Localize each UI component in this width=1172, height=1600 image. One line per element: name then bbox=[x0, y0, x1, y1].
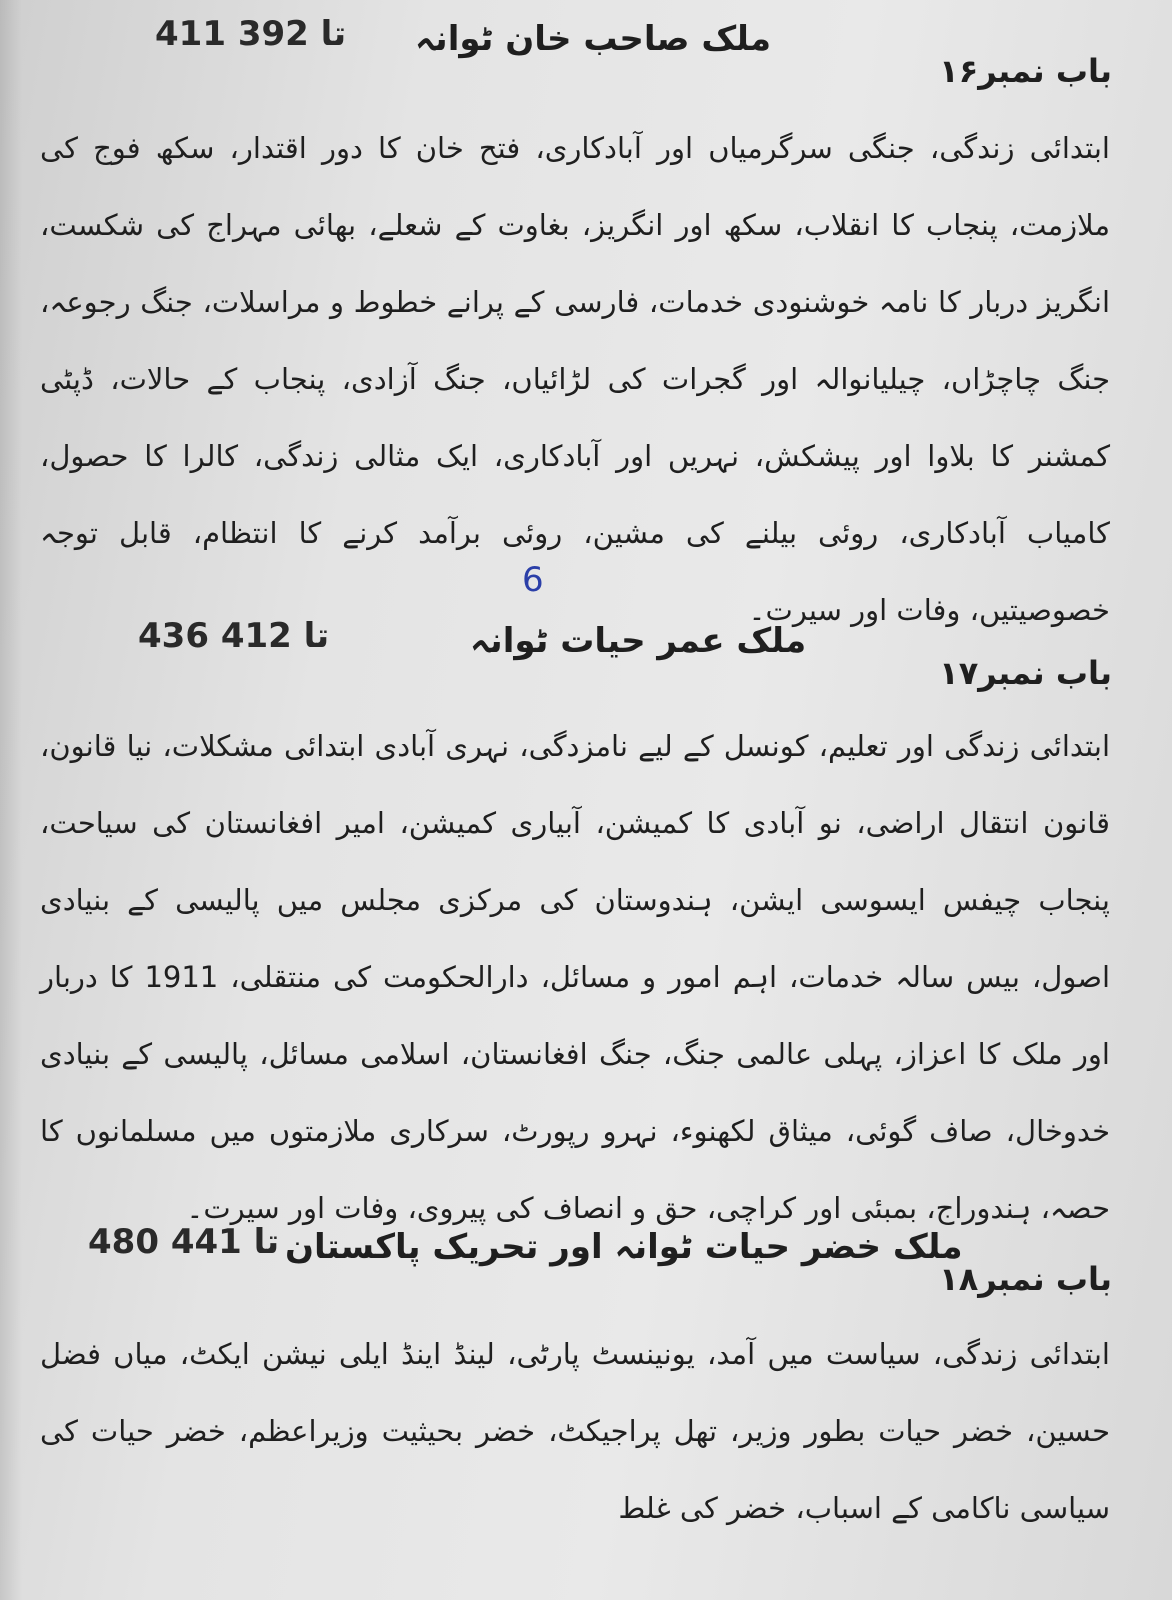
handwritten-page-mark: 6 bbox=[522, 560, 544, 600]
chapter-16-title: ملک صاحب خان ٹوانہ bbox=[415, 19, 772, 59]
chapter-17 bbox=[0, 612, 1172, 1247]
chapter-17-header bbox=[0, 612, 1172, 692]
chapter-16-contents: ابتدائی زندگی، جنگی سرگرمیاں اور آبادکاری، فتح خان کا دور اقتدار، سکھ فوج کی ملازمت، پنجاب کا انقلاب، سکھ اور انگریز، بغاوت کے شعلے، بھائی مہراج کی شکست، انگریز دربار کا نامہ خوشنودی خدمات، فارسی کے پرانے خطوط و مراسلات، جنگ رجوعہ، جنگ چاچڑاں، چیلیانوالہ اور گجرات کی لڑائیاں، جنگ آزادی، پنجاب کے حالات، ڈپٹی کمشنر کا بلاوا اور پیشکش، نہریں اور آبادکاری، ایک مثالی زندگی، کالرا کا حصول، کامیاب آبادکاری، روئی بیلنے کی مشین، روئی برآمد کرنے کا انتظام، قابل توجہ خصوصیتیں، وفات اور سیرت۔ bbox=[40, 131, 1110, 627]
chapter-18-label: باب نمبر۱۸ bbox=[939, 1260, 1112, 1298]
chapter-16-label: باب نمبر۱۶ bbox=[939, 52, 1112, 90]
chapter-18 bbox=[0, 1218, 1172, 1547]
chapter-17-title: ملک عمر حیات ٹوانہ bbox=[470, 621, 807, 661]
chapter-17-contents: ابتدائی زندگی اور تعلیم، کونسل کے لیے نامزدگی، نہری آبادی ابتدائی مشکلات، نیا قانون، قانون انتقال اراضی، نو آبادی کا کمیشن، آبیاری کمیشن، امیر افغانستان کی سیاحت، پنجاب چیفس ایسوسی ایشن، ہندوستان کی مرکزی مجلس میں پالیسی کے بنیادی اصول، بیس سالہ خدمات، اہم امور و مسائل، دارالحکومت کی منتقلی، 1911 کا دربار اور ملک کا اعزاز، پہلی عالمی جنگ، جنگ افغانستان، اسلامی مسائل، پالیسی کے بنیادی خدوخال، صاف گوئی، میثاق لکھنوء، نہرو رپورٹ، سرکاری ملازمتوں میں مسلمانوں کا حصہ، ہندوراج، بمبئی اور کراچی، حق و انصاف کی پیروی، وفات اور سیرت۔ bbox=[40, 729, 1110, 1225]
chapter-16 bbox=[0, 10, 1172, 649]
chapter-18-title: ملک خضر حیات ٹوانہ اور تحریک پاکستان bbox=[285, 1227, 963, 1267]
chapter-18-contents: ابتدائی زندگی، سیاست میں آمد، یونینسٹ پارٹی، لینڈ اینڈ ایلی نیشن ایکٹ، میاں فضل حسین، خضر حیات بطور وزیر، تھل پراجیکٹ، خضر بحیثیت وزیراعظم، خضر حیات کی سیاسی ناکامی کے اسباب، خضر کی غلط bbox=[40, 1337, 1110, 1525]
chapter-16-header bbox=[0, 10, 1172, 90]
chapter-18-page-range: 480 تا 441 bbox=[88, 1222, 280, 1262]
chapter-16-page-range: 411 تا 392 bbox=[155, 14, 347, 54]
chapter-17-label: باب نمبر۱۷ bbox=[939, 654, 1112, 692]
chapter-18-header bbox=[0, 1218, 1172, 1298]
chapter-17-page-range: 436 تا 412 bbox=[138, 616, 330, 656]
